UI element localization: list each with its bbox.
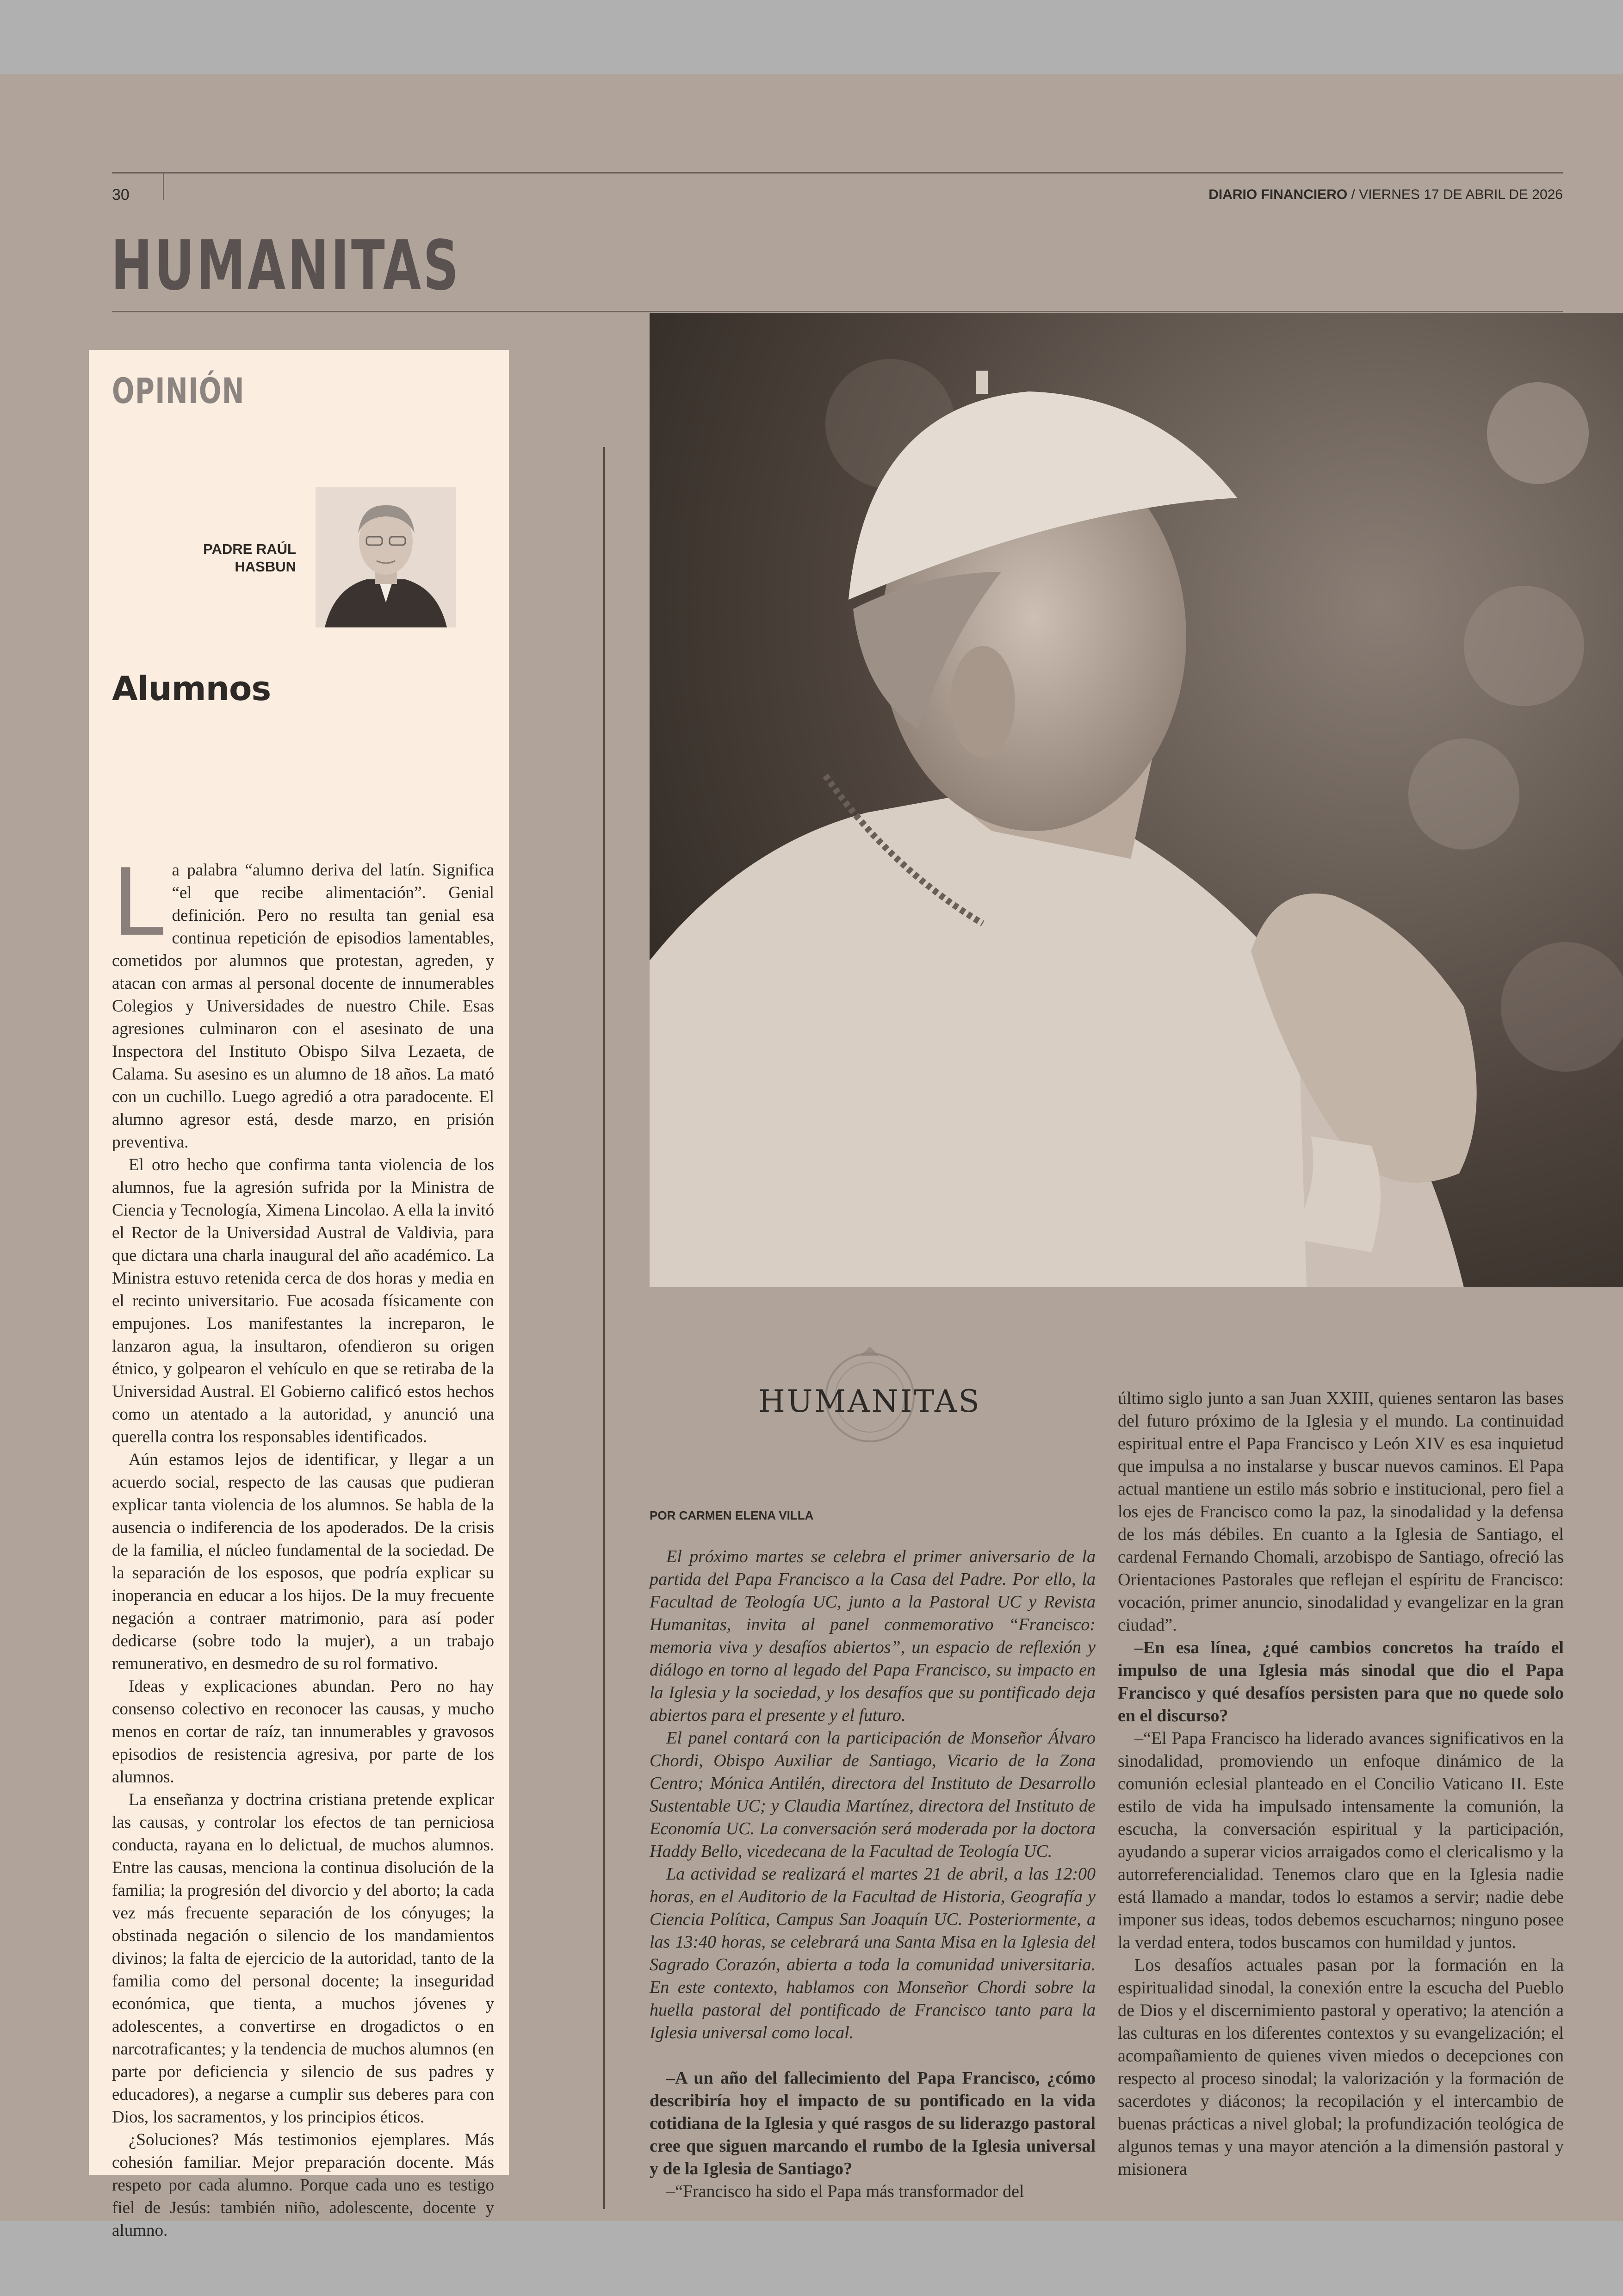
column-rule: [603, 447, 605, 2209]
page-number: 30: [112, 186, 130, 204]
article-lead-paragraph: El próximo martes se celebra el primer aniversario de la partida del Papa Francisco a la Casa del Padre. Por ello, la Facultad de Teología UC, junto a la Pastoral UC y Revista Humanitas, invita al panel conmemorativo “Francisco: memoria viva y desafíos abiertos”, un espacio de reflexión y diálogo en torno al legado del Papa Francisco, su impacto en la Iglesia y la sociedad, y los desafíos que su pontificado deja abiertos para el presente y el futuro.: [650, 1547, 1096, 1725]
page-number-divider: [163, 172, 164, 200]
author-name-line2: HASBUN: [235, 558, 296, 575]
humanitas-logo: [740, 1328, 999, 1481]
section-rule: [112, 311, 1563, 312]
section-title: HUMANITAS: [111, 226, 461, 305]
article-lead-paragraph: La actividad se realizará el martes 21 de abril, a las 12:00 horas, en el Auditorio de la Facultad de Historia, Geografía y Ciencia Política, Campus San Joaquín UC. Posteriormente, a las 13:40 horas, se celebrará una Santa Misa en la Iglesia del Sagrado Corazón, abierta a toda la comunidad universitaria. En este contexto, hablamos con Monseñor Chordi sobre la huella pastoral del pontificado de Francisco tanto para la Iglesia universal como local.: [650, 1864, 1096, 2042]
opinion-paragraph: El otro hecho que confirma tanta violencia de los alumnos, fue la agresión sufrida por la Ministra de Ciencia y Tecnología, Ximena Lincolao. A ella la invitó el Rector de la Universidad Austral de Valdivia, para que dictara una charla inaugural del año académico. La Ministra estuvo retenida cerca de dos horas y media en el recinto universitario. Fue acosada físicamente con empujones. Los manifestantes la increparon, le lanzaron agua, la insultaron, ofendieron su origen étnico, y golpearon el vehículo en que se retiraba de la Universidad Austral. El Gobierno calificó estos hechos como un atentado a la autoridad, y anunció una querella contra los responsables identificados.: [112, 1155, 494, 1446]
interview-question: –A un año del fallecimiento del Papa Francisco, ¿cómo describiría hoy el impacto de su pontificado en la vida cotidiana de la Iglesia y qué rasgos de su liderazgo pastoral cree que siguen marcando el rumbo de la Iglesia universal y de la Iglesia de Santiago?: [650, 2068, 1096, 2178]
article-lead-paragraph: El panel contará con la participación de Monseñor Álvaro Chordi, Obispo Auxiliar de Santiago, Vicario de la Zona Centro; Mónica Antilén, directora del Instituto de Desarrollo Sustentable UC; y Claudia Martínez, directora del Instituto de Economía UC. La conversación será moderada por la doctora Haddy Bello, vicedecana de la Facultad de Teología UC.: [650, 1728, 1096, 1861]
article-column-right: [1118, 1387, 1564, 2181]
article-byline: POR CARMEN ELENA VILLA: [650, 1508, 814, 1522]
interview-answer: –“Francisco ha sido el Papa más transformador del: [666, 2182, 1024, 2201]
opinion-paragraph: La enseñanza y doctrina cristiana pretende explicar las causas, y controlar los efectos de tan perniciosa conducta, rayana en lo delictual, de muchos alumnos. Entre las causas, menciona la continua disolución de la familia; la progresión del divorcio y del aborto; la cada vez más frecuente separación de los cónyuges; la obstinada negación o silencio de los mandamientos divinos; la falta de ejercicio de la autoridad, tanto de la familia como del personal docente; la inseguridad económica, que tienta, a muchos jóvenes y adolescentes, a convertirse en drogadictos o en narcotraficantes; y la tendencia de muchos alumnos (en parte por deficiencia y silencio de sus padres y educadores), a negarse a cumplir sus deberes para con Dios, los sacramentos, y los principios éticos.: [112, 1790, 494, 2127]
opinion-paragraph: La palabra “alumno deriva del latín. Significa “el que recibe alimentación”. Genial definición. Pero no resulta tan genial esa continua repetición de episodios lamentables, cometidos por alumnos que protestan, agreden, y atacan con armas al personal docente de innumerables Colegios y Universidades de nuestro Chile. Esas agresiones culminaron con el asesinato de una Inspectora del Instituto Obispo Silva Lezaeta, de Calama. Su asesino es un alumno de 18 años. La mató con un cuchillo. Luego agredió a otra paradocente. El alumno agresor está, desde marzo, en prisión preventiva.: [112, 849, 494, 1152]
opinion-column: [89, 350, 509, 2240]
opinion-paragraph: Ideas y explicaciones abundan. Pero no hay consenso colectivo en reconocer las causas, y mucho menos en cortar de raíz, tan innumerables y gravosos episodios de resistencia agresiva, por parte de los alumnos.: [112, 1677, 494, 1787]
author-portrait-icon: [316, 487, 456, 627]
masthead: [1208, 187, 1563, 203]
spacer: [650, 2044, 1096, 2067]
opinion-body: [112, 849, 494, 2242]
pope-portrait-image: [650, 313, 1623, 1287]
drop-cap: L: [112, 849, 164, 957]
interview-question: –En esa línea, ¿qué cambios concretos ha traído el impulso de una Iglesia más sinodal que dio el Papa Francisco y qué desafíos persisten para que no quede solo en el discurso?: [1118, 1638, 1564, 1725]
article-column-left: [650, 1545, 1096, 2203]
author-avatar: [316, 487, 456, 627]
opinion-kicker: OPINIÓN: [112, 370, 245, 411]
top-rule: [112, 172, 1563, 174]
author-name-line1: PADRE RAÚL: [203, 541, 296, 557]
interview-answer: Los desafíos actuales pasan por la formación en la espiritualidad sinodal, la conexión entre la escucha del Pueblo de Dios y el discernimiento pastoral y operativo; la atención a las culturas en los diferentes contextos y su evangelización; el acompañamiento de quienes viven miedos o decepciones con respecto al proceso sinodal; la valorización y la formación de sacerdotes y diáconos; la recopilación y el intercambio de buenas prácticas a nivel global; la profundización teológica de algunos temas y una mayor atención a la dimensión pastoral y misionera: [1118, 1955, 1564, 2179]
newspaper-name: DIARIO FINANCIERO: [1208, 187, 1348, 202]
issue-date: / VIERNES 17 DE ABRIL DE 2026: [1347, 187, 1563, 202]
humanitas-logo-text: HUMANITAS: [758, 1384, 981, 1419]
newspaper-page: [0, 74, 1623, 2240]
author-name: [176, 540, 296, 576]
opinion-headline: Alumnos: [112, 669, 271, 708]
pope-photo: [650, 313, 1623, 1287]
interview-answer: –“El Papa Francisco ha liderado avances significativos en la sinodalidad, promoviendo un enfoque dinámico de la comunión eclesial planteado en el Concilio Vaticano II. Este estilo de vida ha impulsado intensamente la comunión, la escucha, la conversación espiritual y la participación, ayudando a superar vicios arraigados como el clericalismo y la autorreferencialidad. Tenemos claro que en la Iglesia nadie está llamado a mandar, todos lo estamos a servir; nadie debe imponer sus ideas, todos debemos escucharnos; ninguno posee la verdad entera, todos buscamos con humildad y juntos.: [1118, 1729, 1564, 1952]
opinion-paragraph: ¿Soluciones? Más testimonios ejemplares. Más cohesión familiar. Mejor preparación docente. Más respeto por cada alumno. Porque cada uno es testigo fiel de Jesús: también niño, adolescente, docente y alumno.: [112, 2130, 494, 2240]
opinion-paragraph: Aún estamos lejos de identificar, y llegar a un acuerdo social, respecto de las causas que pudieran explicar tanta violencia de los alumnos. Se habla de la ausencia o indiferencia de los apoderados. De la crisis de la familia, el núcleo fundamental de la sociedad. De la separación de los esposos, que podría explicar su inoperancia en educar a los hijos. De la muy frecuente negación a contraer matrimonio, para así poder dedicarse (sobre todo la mujer), a un trabajo remunerativo, en desmedro de su rol formativo.: [112, 1450, 494, 1673]
interview-answer-continued: último siglo junto a san Juan XXIII, quienes sentaron las bases del futuro próximo de la Iglesia y el mundo. La continuidad espiritual entre el Papa Francisco y León XIV es esa inquietud que impulsa a no instalarse y buscar nuevos caminos. El Papa actual mantiene un estilo más sobrio e institucional, pero fiel a los ejes de Francisco como la paz, la sinodalidad y la defensa de los más débiles. En cuanto a la Iglesia de Santiago, el cardenal Fernando Chomali, arzobispo de Santiago, ofreció las Orientaciones Pastorales que reflejan el espíritu de Francisco: vocación, primer anuncio, sinodalidad y evangelizar en la gran ciudad”.: [1118, 1389, 1564, 1635]
